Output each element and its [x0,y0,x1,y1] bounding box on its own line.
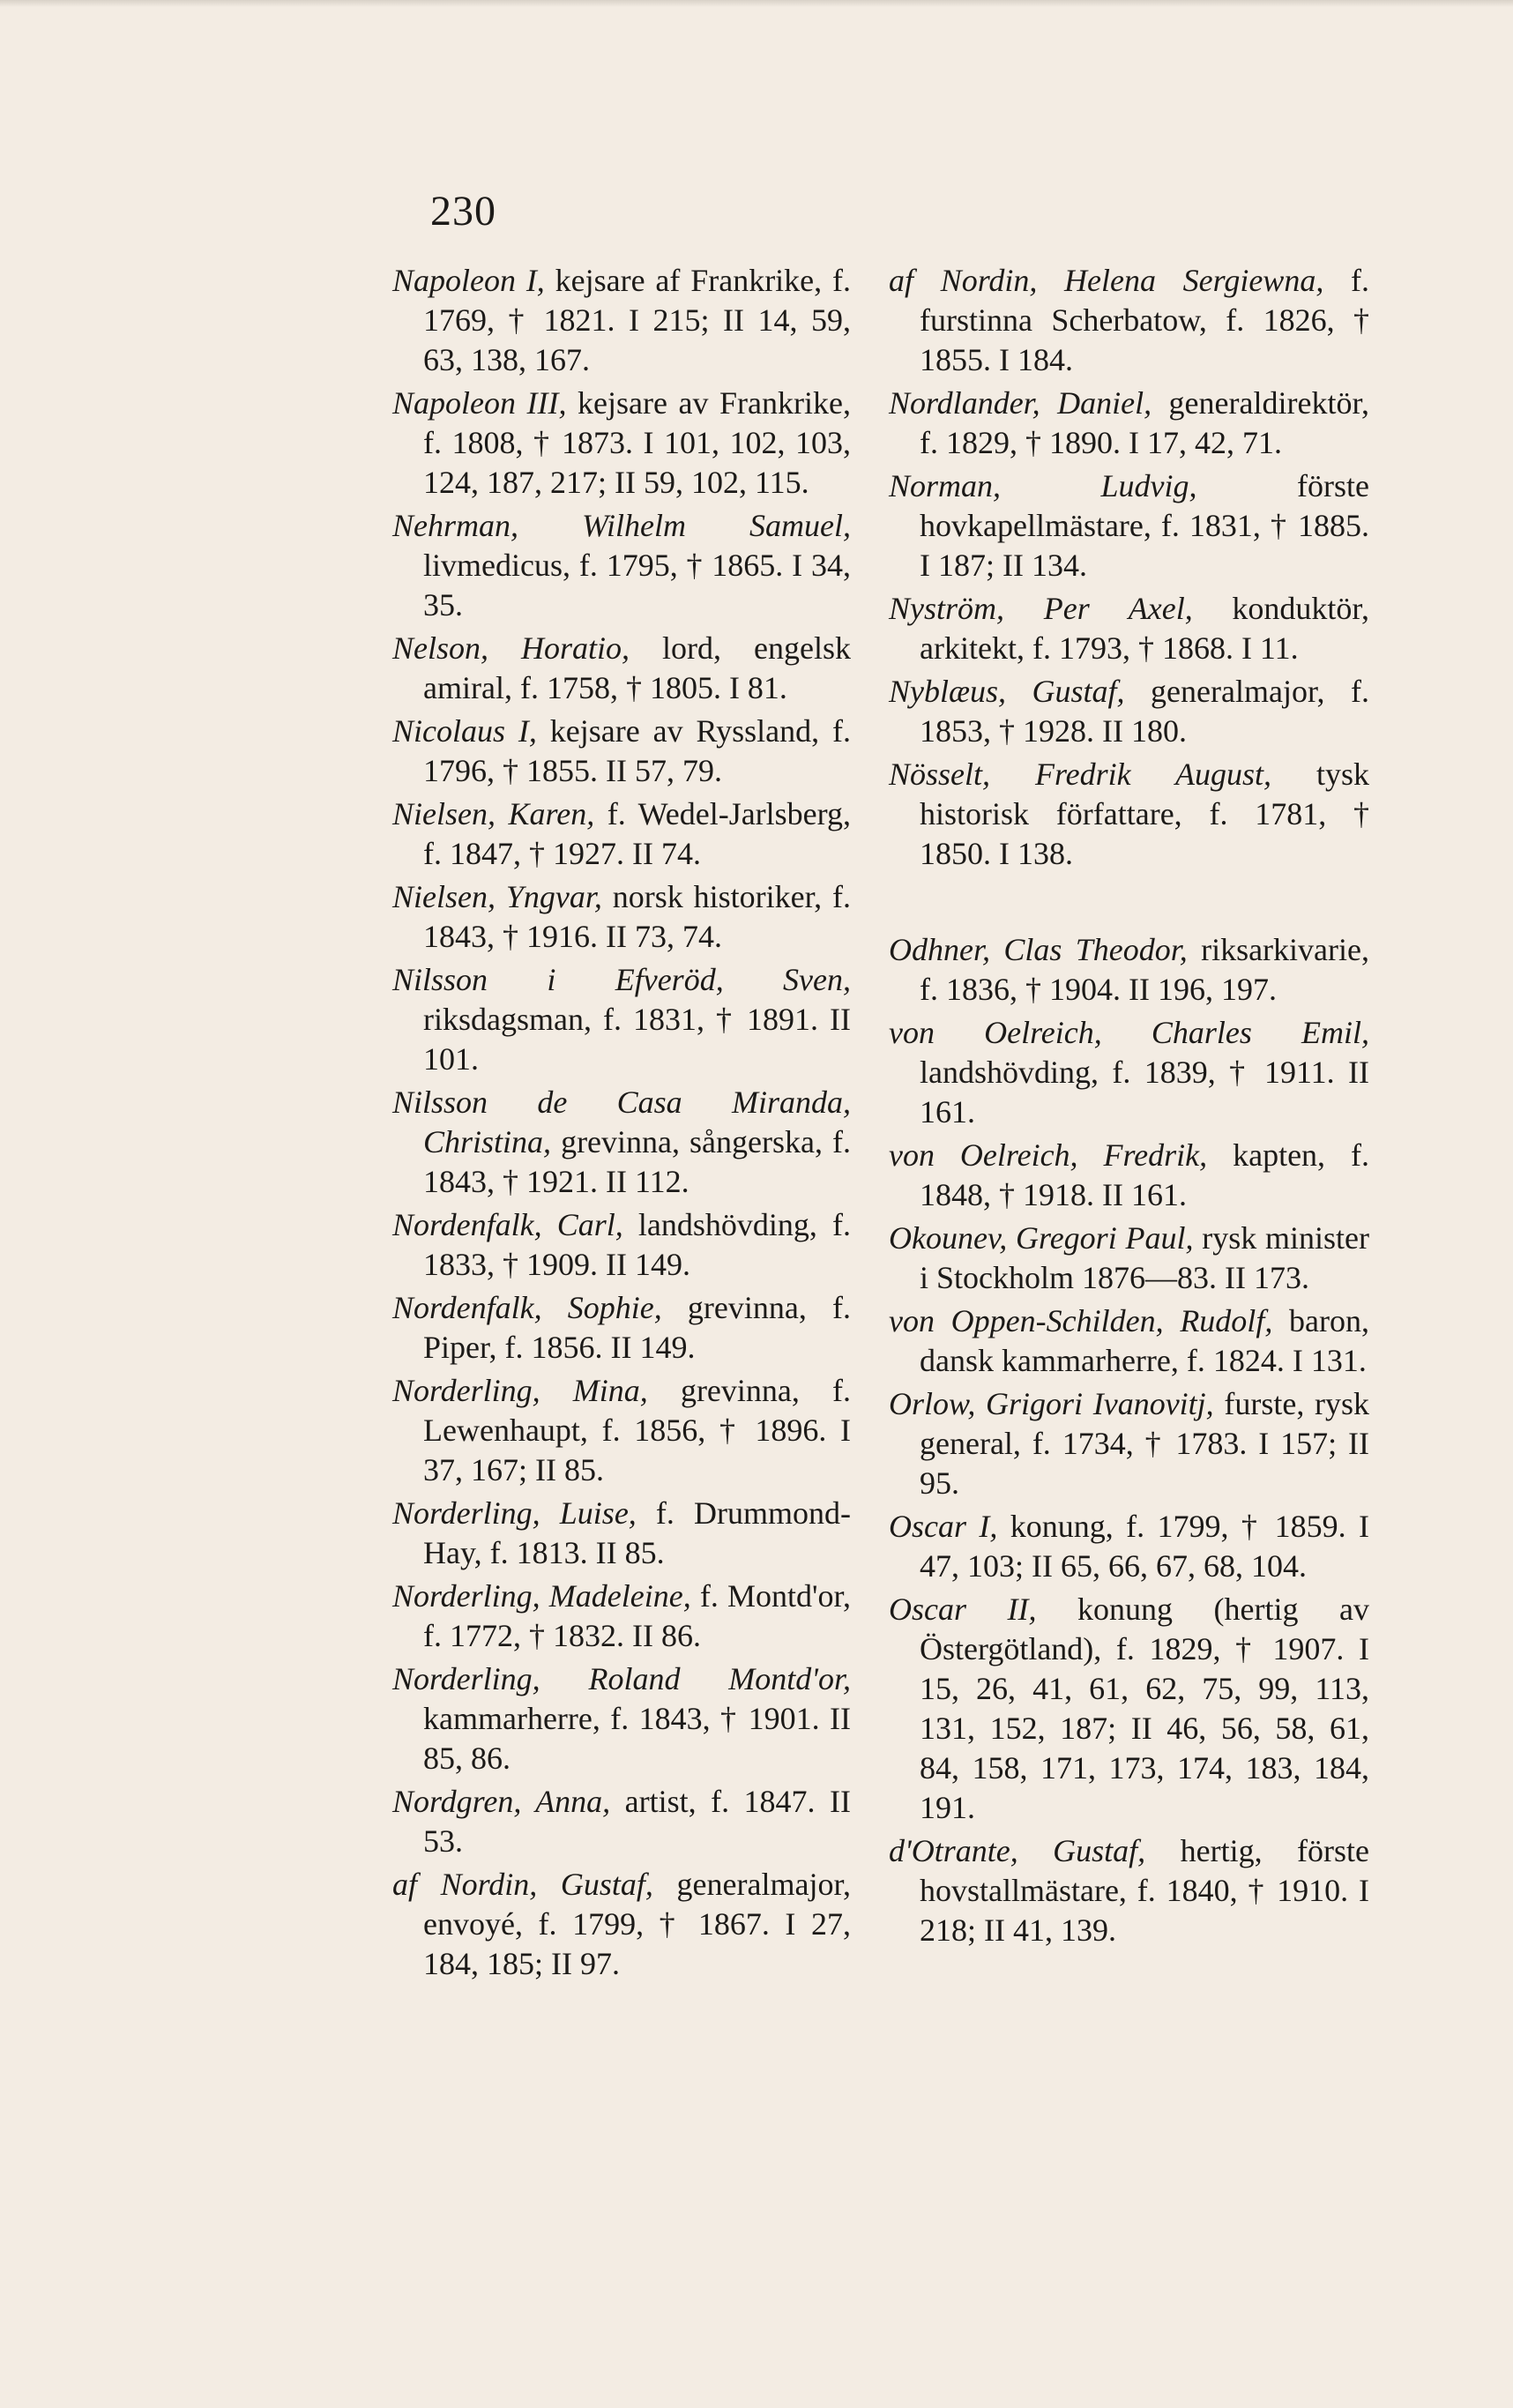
entry-name: Oscar I, [889,1509,998,1544]
entry-text: konung (hertig av Östergötland), f. 1829, † 1907. I 15, 26, 41, 61, 62, 75, 99, 113, 131, 152, 187; II 46, 56, 58, 61, 84, 158, 171, 173, 174, 183, 184, 191. [920,1592,1369,1825]
entry-text: f. Montd'or, f. 1772, † 1832. II 86. [423,1578,851,1653]
index-entry [392,1205,851,1285]
index-entry [392,1494,851,1573]
entry-text: kejsare av Ryssland, f. 1796, † 1855. II 57, 79. [423,713,851,788]
entry-name: Napoleon I, [392,263,545,298]
entry-text: rysk minister i Stockholm 1876—83. II 173. [920,1220,1369,1295]
index-entry [392,261,851,380]
index-entry [889,1136,1369,1215]
entry-text: kapten, f. 1848, † 1918. II 161. [920,1137,1369,1212]
entry-name: Okounev, Gregori Paul, [889,1220,1194,1256]
entry-text: f. Wedel-Jarlsberg, f. 1847, † 1927. II 74. [423,796,851,871]
index-entry [889,1590,1369,1828]
entry-text: generalmajor, envoyé, f. 1799, † 1867. I 27, 184, 185; II 97. [423,1867,851,1981]
entry-name: Nösselt, Fredrik August, [889,757,1271,792]
entry-name: af Nordin, Gustaf, [392,1867,653,1902]
entry-name: Norderling, Roland Montd'or, [392,1661,851,1696]
entry-name: Nilsson i Efveröd, Sven, [392,962,851,997]
index-entry [392,1371,851,1490]
entry-name: Orlow, Grigori Ivanovitj, [889,1386,1214,1421]
entry-text: grevinna, f. Piper, f. 1856. II 149. [423,1290,851,1365]
index-entry [392,1577,851,1656]
entry-text: f. Drummond-Hay, f. 1813. II 85. [423,1495,851,1570]
entry-name: Nilsson de Casa Miranda, Christina, [392,1085,851,1159]
index-column-right [889,261,1369,1954]
entry-name: von Oelreich, Charles Emil, [889,1015,1369,1050]
entry-text: hertig, förste hovstallmästare, f. 1840, † 1910. I 218; II 41, 139. [920,1833,1369,1948]
index-entry [889,384,1369,463]
entry-name: Nyblæus, Gustaf, [889,674,1125,709]
entry-text: grevinna, f. Lewenhaupt, f. 1856, † 1896. I 37, 167; II 85. [423,1373,852,1487]
entry-name: Nielsen, Yngvar, [392,879,602,914]
entry-name: af Nordin, Helena Sergiewna, [889,263,1324,298]
entry-text: kejsare af Frankrike, f. 1769, † 1821. I 215; II 14, 59, 63, 138, 167. [423,263,851,377]
entry-name: Nehrman, Wilhelm Samuel, [392,508,851,543]
index-entry [392,1782,851,1861]
entry-text: grevinna, sångerska, f. 1843, † 1921. II 112. [423,1124,851,1199]
letter-section-gap [889,877,1369,930]
entry-text: konduktör, arkitekt, f. 1793, † 1868. I 11. [920,591,1369,666]
entry-name: von Oelreich, Fredrik, [889,1137,1208,1173]
entry-name: Norderling, Madeleine, [392,1578,691,1614]
entry-name: Oscar II, [889,1592,1037,1627]
entry-name: Norderling, Luise, [392,1495,637,1531]
entry-text: riksarkivarie, f. 1836, † 1904. II 196, 197. [920,932,1369,1007]
entry-text: landshövding, f. 1839, † 1911. II 161. [920,1055,1369,1129]
index-entry [392,794,851,874]
index-entry [889,261,1369,380]
entry-text: artist, f. 1847. II 53. [423,1784,851,1859]
entry-text: landshövding, f. 1833, † 1909. II 149. [423,1207,852,1282]
entry-text: riksdagsman, f. 1831, † 1891. II 101. [423,1002,851,1077]
index-column-left [392,261,851,1987]
entry-text: generaldirektör, f. 1829, † 1890. I 17, 42, 71. [920,385,1369,460]
index-entry [889,930,1369,1010]
entry-text: lord, engelsk amiral, f. 1758, † 1805. I 81. [423,630,852,705]
index-entry [889,1831,1369,1950]
index-entry [392,629,851,708]
index-entry [889,466,1369,585]
entry-text: konung, f. 1799, † 1859. I 47, 103; II 65, 66, 67, 68, 104. [920,1509,1370,1584]
index-entry [392,506,851,625]
index-entry [392,1865,851,1984]
index-entry [889,672,1369,751]
entry-text: baron, dansk kammarherre, f. 1824. I 131. [920,1303,1370,1378]
entry-name: Nordenfalk, Carl, [392,1207,623,1242]
entry-text: förste hovkapellmästare, f. 1831, † 1885. I 187; II 134. [920,468,1369,583]
index-entry [889,1219,1369,1298]
entry-name: Nyström, Per Axel, [889,591,1193,626]
index-entry [392,1659,851,1778]
entry-text: livmedicus, f. 1795, † 1865. I 34, 35. [423,548,851,623]
entry-name: Nordlander, Daniel, [889,385,1152,421]
entry-name: Nicolaus I, [392,713,537,749]
entry-name: Norderling, Mina, [392,1373,648,1408]
entry-name: Nordenfalk, Sophie, [392,1290,662,1325]
index-entry [889,1507,1369,1586]
entry-text: tysk historisk författare, f. 1781, † 1850. I 138. [920,757,1370,871]
entry-text: f. furstinna Scherbatow, f. 1826, † 1855. I 184. [920,263,1369,377]
entry-name: Napoleon III, [392,385,567,421]
index-entry [392,1083,851,1202]
index-entry [392,384,851,503]
entry-text: furste, rysk general, f. 1734, † 1783. I 157; II 95. [920,1386,1370,1501]
entry-name: Norman, Ludvig, [889,468,1197,503]
index-entry [889,755,1369,874]
index-entry [889,1384,1369,1503]
index-entry [889,1013,1369,1132]
index-entry [889,1301,1369,1381]
entry-text: generalmajor, f. 1853, † 1928. II 180. [920,674,1369,749]
index-entry [392,960,851,1079]
page-number: 230 [430,188,496,235]
index-entry [392,877,851,957]
entry-name: d'Otrante, Gustaf, [889,1833,1146,1868]
page-edge [0,0,1513,7]
entry-text: kammarherre, f. 1843, † 1901. II 85, 86. [423,1701,851,1776]
entry-text: kejsare av Frankrike, f. 1808, † 1873. I 101, 102, 103, 124, 187, 217; II 59, 102, 115. [423,385,851,500]
entry-name: Nelson, Horatio, [392,630,630,666]
entry-name: Odhner, Clas Theodor, [889,932,1188,967]
index-entry [889,589,1369,668]
entry-name: von Oppen-Schilden, Rudolf, [889,1303,1273,1338]
index-entry [392,712,851,791]
entry-name: Nordgren, Anna, [392,1784,611,1819]
entry-name: Nielsen, Karen, [392,796,595,831]
entry-text: norsk historiker, f. 1843, † 1916. II 73, 74. [423,879,851,954]
index-entry [392,1288,851,1368]
